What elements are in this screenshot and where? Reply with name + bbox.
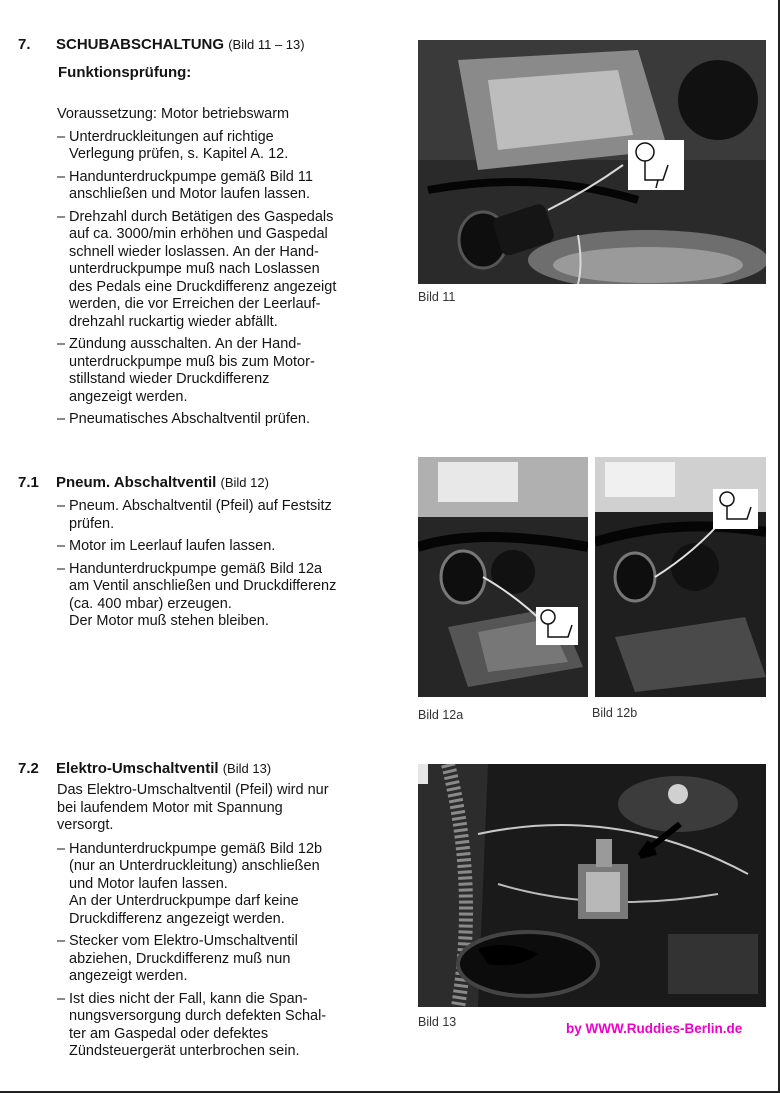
list-item-line: auf ca. 3000/min erhöhen und Gaspedal: [69, 226, 328, 242]
bullet-dash: –: [57, 336, 66, 352]
list-item-line: werden, die vor Erreichen der Leerlauf-: [69, 296, 321, 312]
list-item-line: Verlegung prüfen, s. Kapitel A. 12.: [69, 146, 289, 162]
section-figure-ref: (Bild 13): [222, 761, 272, 776]
caption-bild-12a: Bild 12a: [418, 708, 464, 722]
list-item-line: prüfen.: [69, 515, 115, 532]
caption-bild-13: Bild 13: [418, 1015, 457, 1029]
bullet-dash: –: [57, 538, 66, 554]
credit-watermark: by WWW.Ruddies-Berlin.de: [566, 1021, 743, 1036]
bullet-dash: –: [57, 933, 66, 949]
list-item-line: Pneumatisches Abschaltventil prüfen.: [69, 411, 310, 427]
section-title: Pneum. Abschaltventil: [56, 474, 217, 491]
intro-line: versorgt.: [57, 817, 114, 833]
bullet-dash: –: [57, 498, 66, 514]
list-item: [57, 209, 402, 332]
section-7-body: [57, 106, 402, 434]
list-item-line: anschließen und Motor laufen lassen.: [69, 186, 311, 202]
list-item: [57, 129, 402, 164]
bullet-dash: –: [57, 168, 66, 185]
caption-bild-11: Bild 11: [418, 290, 456, 304]
section-7-2-list: [57, 841, 402, 1061]
section-7-heading: [18, 35, 398, 54]
list-item-line: Stecker vom Elektro-Umschaltventil: [69, 933, 298, 949]
section-7-2-intro: [57, 782, 402, 835]
list-item-line: Handunterdruckpumpe gemäß Bild 12b: [69, 840, 323, 857]
list-item-line: unterdruckpumpe muß nach Loslassen: [69, 261, 320, 277]
list-item-line: am Ventil anschließen und Druckdifferenz: [69, 578, 337, 594]
bullet-dash: –: [57, 411, 66, 427]
list-item-line: Handunterdruckpumpe gemäß Bild 12a: [69, 560, 323, 577]
subheading-funktionspruefung: Funktionsprüfung:: [58, 64, 192, 81]
list-item-line: und Motor laufen lassen.: [69, 875, 228, 892]
list-item-line: Druckdifferenz angezeigt werden.: [69, 910, 285, 927]
list-item-line: Pneum. Abschaltventil (Pfeil) auf Festsitz: [69, 498, 332, 514]
bullet-dash: –: [57, 128, 66, 145]
list-item: [57, 411, 402, 429]
photo-bild-12b: [595, 457, 766, 697]
section-7-2-body: [57, 782, 402, 1066]
section-7-2-heading: [18, 759, 398, 778]
section-7-1-list: [57, 498, 402, 631]
list-item-line: angezeigt werden.: [69, 388, 188, 405]
photo-bild-13: [418, 764, 766, 1007]
bullet-dash: –: [57, 208, 66, 225]
list-item: [57, 498, 402, 533]
list-item-line: stillstand wieder Druckdifferenz: [69, 371, 270, 387]
list-item-line: Ist dies nicht der Fall, kann die Span-: [69, 990, 308, 1007]
precondition-text: Voraussetzung: Motor betriebswarm: [57, 106, 290, 122]
section-7-2: [18, 759, 398, 778]
list-item-line: An der Unterdruckpumpe darf keine: [69, 893, 299, 909]
list-item-line: unterdruckpumpe muß bis zum Motor-: [69, 353, 315, 370]
section-number: 7.: [18, 36, 31, 53]
section-7-1-body: [57, 498, 402, 636]
list-item: [57, 841, 402, 929]
photo-bild-12a: [418, 457, 588, 697]
list-item-line: (nur an Unterdruckleitung) anschließen: [69, 858, 320, 874]
caption-bild-12b: Bild 12b: [592, 706, 638, 720]
list-item-line: ter am Gaspedal oder defektes: [69, 1025, 269, 1042]
list-item: [57, 336, 402, 406]
intro-line: Das Elektro-Umschaltventil (Pfeil) wird nur: [57, 782, 329, 798]
section-number: 7.2: [18, 760, 39, 777]
list-item: [57, 991, 402, 1061]
list-item: [57, 933, 402, 986]
section-7-1: [18, 473, 398, 492]
bullet-dash: –: [57, 990, 66, 1007]
section-figure-ref: (Bild 12): [220, 475, 269, 490]
section-number: 7.1: [18, 474, 39, 491]
list-item-line: Zündung ausschalten. An der Hand-: [69, 336, 302, 352]
list-item-line: abziehen, Druckdifferenz muß nun: [69, 950, 291, 967]
bullet-dash: –: [57, 840, 66, 857]
list-item: [57, 538, 402, 556]
section-7: [18, 35, 398, 81]
list-item: [57, 561, 402, 631]
section-title: SCHUBABSCHALTUNG: [56, 36, 225, 53]
list-item-line: nungsversorgung durch defekten Schal-: [69, 1008, 327, 1024]
section-7-1-heading: [18, 473, 398, 492]
list-item-line: Motor im Leerlauf laufen lassen.: [69, 538, 276, 554]
list-item: [57, 169, 402, 204]
intro-line: bei laufendem Motor mit Spannung: [57, 799, 283, 816]
list-item-line: Unterdruckleitungen auf richtige: [69, 128, 274, 145]
bullet-dash: –: [57, 560, 66, 577]
list-item-line: Drehzahl durch Betätigen des Gaspedals: [69, 208, 334, 225]
section-7-list: [57, 129, 402, 429]
list-item-line: Der Motor muß stehen bleiben.: [69, 613, 269, 629]
list-item-line: des Pedals eine Druckdifferenz angezeigt: [69, 278, 337, 295]
list-item-line: Handunterdruckpumpe gemäß Bild 11: [69, 168, 313, 185]
list-item-line: (ca. 400 mbar) erzeugen.: [69, 595, 232, 612]
section-title: Elektro-Umschaltventil: [56, 760, 219, 777]
section-figure-ref: (Bild 11 – 13): [228, 37, 305, 52]
list-item-line: drehzahl ruckartig wieder abfällt.: [69, 313, 278, 330]
list-item-line: angezeigt werden.: [69, 968, 188, 984]
photo-bild-11: [418, 40, 766, 284]
list-item-line: schnell wieder loslassen. An der Hand-: [69, 243, 319, 260]
list-item-line: Zündsteuergerät unterbrochen sein.: [69, 1043, 300, 1059]
